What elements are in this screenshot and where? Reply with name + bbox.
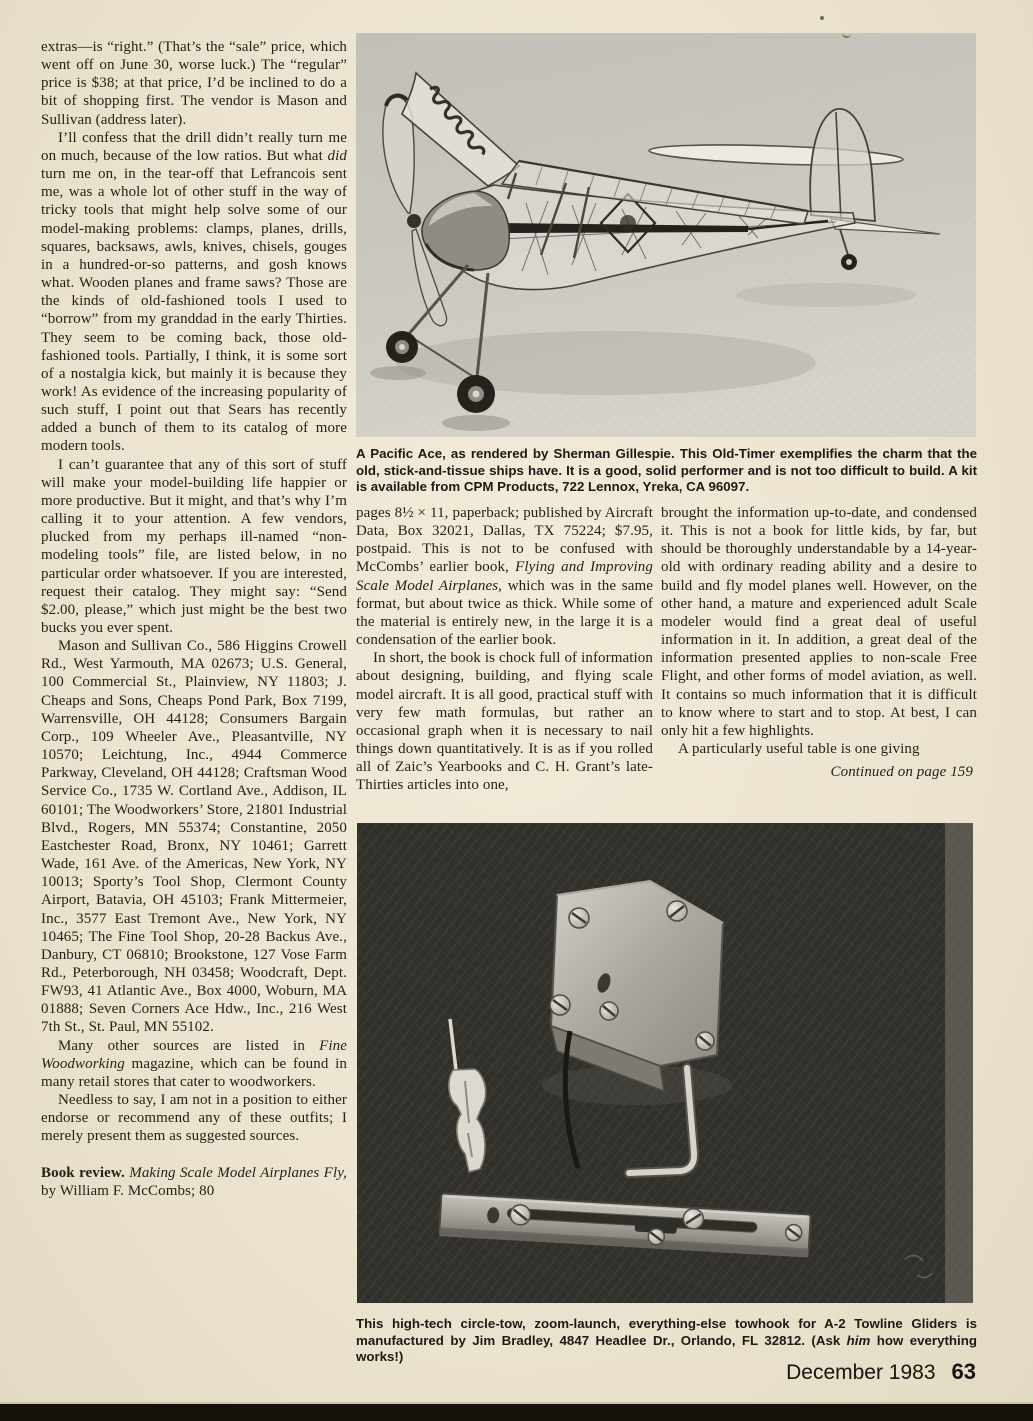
right-column — [661, 504, 977, 781]
scan-speck — [820, 16, 824, 20]
book-review-paragraph: Book review. Making Scale Model Airplanes Fly, by William F. McCombs; 80 — [41, 1164, 347, 1199]
paragraph: A particularly useful table is one giving — [678, 741, 920, 758]
towhook-photo — [357, 823, 973, 1303]
paragraph: brought the information up-to-date, and condensed it. This is not a book for little kids, by far, but should be thoroughly understandable by a 14-year-old with ordinary reading ability and a desire to build and fly model planes well. However, on the other hand, a mature and experienced adult Scale modeler would find a great deal of useful information in it. In addition, a great deal of the information presented applies to non-scale Free Flight, and other forms of model aviation, as well. It contains so much information that it is difficult to know where to start and to stop. At best, I can only hit a few highlights. — [661, 505, 977, 739]
continued-notice: Continued on page 159 — [830, 764, 973, 781]
paragraph: I’ll confess that the drill didn’t really turn me on much, because of the low ratios. But what did turn me on, in the tear-off that Lefrancois sent me, was a whole lot of other stuff in the way of tricky tools that might help solve some of our model-making problems: clamps, planes, drills, squares, backsaws, awls, knives, chisels, gouges in a hundred-or-so patterns, and gosh knows what. Wooden planes and frame saws? Those are the kinds of old-fashioned tools I used to “borrow” from my granddad in the early Thirties. They seem to be coming back, those old-fashioned tools. Partially, I think, it is some sort of a nostalgia kick, but mainly it is because they work! As evidence of the increasing popularity of such stuff, I point out that Sears has recently added a bunch of them to its catalog of more modern tools. — [41, 129, 347, 455]
page-number: 63 — [951, 1359, 976, 1384]
towhook-photo-caption: This high-tech circle-tow, zoom-launch, everything-else towhook for A-2 Towline Gliders is manufactured by Jim Bradley, 4847 Headlee Dr., Orlando, FL 32812. (Ask him how everything works!) — [356, 1316, 977, 1365]
paragraph: pages 8½ × 11, paperback; published by Aircraft Data, Box 32021, Dallas, TX 75224; $7.95, postpaid. This is not to be confused with McCombs’ earlier book, Flying and Improving Scale Model Airplanes, which was in the same format, but about twice as thick. While some of the material is entirely new, in the large it is a condensation of the earlier book. — [356, 505, 654, 649]
issue-date: December 1983 — [786, 1361, 936, 1384]
paragraph: Many other sources are listed in Fine Woodworking magazine, which can be found in many retail stores that cater to woodworkers. — [41, 1037, 347, 1090]
paragraph: In short, the book is chock full of information about designing, building, and flying scale model aircraft. It is all good, practical stuff with very few math formulas, but rather an occasional graph when it is necessary to nail things down quantitatively. It is as if you rolled all of Zaic’s Yearbooks and C. H. Grant’s late-Thirties articles into one, — [356, 650, 653, 794]
paragraph: Mason and Sullivan Co., 586 Higgins Crowell Rd., West Yarmouth, MA 02673; U.S. General, 100 Commercial St., Plainview, NY 11803; J. Cheaps and Sons, Cheaps Pond Park, Box 7199, Warrensville, OH 44128; Consumers Bargain Corp., 109 Wheeler Ave., Pleasantville, NY 10570; Leichtung, Inc., 4944 Commerce Parkway, Cleveland, OH 44128; Craftsman Wood Service Co., 1735 W. Cortland Ave., Addison, IL 60101; The Woodworkers’ Store, 21801 Industrial Blvd., Rogers, MN 55374; Constantine, 2050 Eastchester Road, Bronx, NY 10461; Garrett Wade, 161 Ave. of the Americas, New York, NY 10013; Sporty’s Tool Shop, Clermont County Airport, Batavia, OH 45103; Frank Mittermeier, Inc., 3577 East Tremont Ave., New York, NY 10465; The Fine Tool Shop, 20-28 Backus Ave., Danbury, CT 06810; Brookstone, 127 Vose Farm Rd., Peterborough, NH 03458; Woodcraft, Dept. FW93, 41 Atlantic Ave., Box 4000, Woburn, MA 01888; Seven Corners Ace Hdw., Inc., 216 West 7th St., St. Paul, MN 55102. — [41, 638, 347, 1036]
paragraph: I can’t guarantee that any of this sort of stuff will make your model-building life happier or more productive. But it might, and that’s why I’m calling it to your attention. A few vendors, plucked from my perhaps ill-named “non-modeling tools” file, are listed below, in no particular order whatsoever. If you are interested, request their catalog. They might say: “Send $2.00, please,” which just might be the best two bucks you ever spent. — [41, 456, 347, 636]
scan-edge — [0, 1404, 1033, 1421]
airplane-photo-caption: A Pacific Ace, as rendered by Sherman Gillespie. This Old-Timer exemplifies the charm that the old, stick-and-tissue ships have. It is a good, solid performer and is not too difficult to build. A kit is available from CPM Products, 722 Lennox, Yreka, CA 96097. — [356, 446, 977, 495]
paragraph: Needless to say, I am not in a position to either endorse or recommend any of these outfits; I merely present them as suggested sources. — [41, 1092, 347, 1145]
page-footer — [786, 1359, 976, 1385]
model-airplane-photo — [356, 33, 976, 437]
paragraph: extras—is “right.” (That’s the “sale” price, which went off on June 30, worse luck.) The “regular” price is $38; at that price, I’d be inclined to do a bit of shopping first. The vendor is Mason and Sullivan (address later). — [41, 39, 347, 128]
middle-column — [356, 504, 653, 795]
left-column — [41, 38, 347, 1200]
